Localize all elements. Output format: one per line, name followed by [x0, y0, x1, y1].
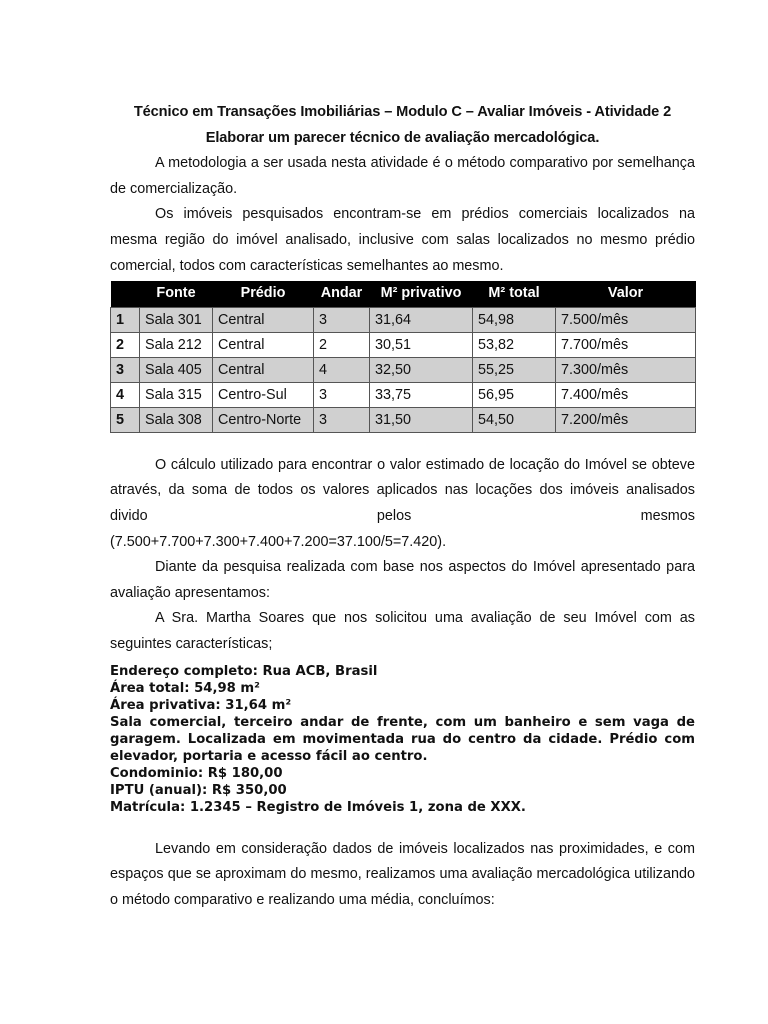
table-cell-m2-total: 53,82: [473, 332, 556, 357]
table-cell-m2-privativo: 31,64: [370, 307, 473, 332]
table-header-row: [111, 281, 696, 307]
table-row: [111, 357, 696, 382]
table-cell-m2-privativo: 31,50: [370, 407, 473, 432]
table-cell-andar: 3: [314, 407, 370, 432]
table-cell-m2-total: 55,25: [473, 357, 556, 382]
table-cell-valor: 7.400/mês: [556, 382, 696, 407]
table-cell-fonte: Sala 315: [140, 382, 213, 407]
table-cell-predio: Central: [213, 307, 314, 332]
table-cell-fonte: Sala 301: [140, 307, 213, 332]
table-header-m2-total: M² total: [473, 281, 556, 307]
property-details: [110, 663, 695, 816]
detail-iptu: IPTU (anual): R$ 350,00: [110, 782, 287, 798]
table-header-m2-privativo: M² privativo: [370, 281, 473, 307]
table-cell-predio: Central: [213, 332, 314, 357]
paragraph-research: Os imóveis pesquisados encontram-se em prédios comerciais localizados na mesma região do imóvel analisado, inclusive com salas localizados no mesmo prédio comercial, todos com características semelhantes ao mesmo.: [110, 206, 695, 274]
table-cell-fonte: Sala 405: [140, 357, 213, 382]
table-cell-predio: Centro-Sul: [213, 382, 314, 407]
table-cell-andar: 2: [314, 332, 370, 357]
table-cell-index: 5: [111, 407, 140, 432]
spacer: [110, 433, 695, 453]
paragraph-calculation: O cálculo utilizado para encontrar o valor estimado de locação do Imóvel se obteve através, da soma de todos os valores aplicados nas locações dos imóveis analisados divido pelos mesmos: [110, 456, 695, 524]
paragraph-methodology: A metodologia a ser usada nesta atividade é o método comparativo por semelhança de comercialização.: [110, 155, 695, 197]
detail-condo: Condominio: R$ 180,00: [110, 765, 283, 781]
document-subtitle: Elaborar um parecer técnico de avaliação mercadológica.: [205, 129, 600, 146]
table-cell-predio: Centro-Norte: [213, 407, 314, 432]
table-header-andar: Andar: [314, 281, 370, 307]
table-cell-m2-total: 54,50: [473, 407, 556, 432]
table-cell-valor: 7.500/mês: [556, 307, 696, 332]
spacer: [110, 816, 695, 837]
document-title: Técnico em Transações Imobiliárias – Modulo C – Avaliar Imóveis - Atividade 2: [133, 104, 672, 120]
paragraph-client-request: A Sra. Martha Soares que nos solicitou uma avaliação de seu Imóvel com as seguintes características;: [110, 610, 695, 652]
comparison-table: [110, 281, 696, 433]
table-header-valor: Valor: [556, 281, 696, 307]
detail-registry: Matrícula: 1.2345 – Registro de Imóveis 1, zona de XXX.: [110, 799, 526, 815]
table-header-fonte: Fonte: [140, 281, 213, 307]
table-cell-fonte: Sala 308: [140, 407, 213, 432]
detail-area-total: Área total: 54,98 m²: [110, 680, 260, 696]
table-cell-m2-total: 54,98: [473, 307, 556, 332]
document-page: [110, 100, 695, 913]
paragraph-calculation-formula: (7.500+7.700+7.300+7.400+7.200=37.100/5=7.420).: [110, 533, 447, 550]
table-row: [111, 332, 696, 357]
table-cell-m2-privativo: 32,50: [370, 357, 473, 382]
table-cell-index: 4: [111, 382, 140, 407]
table-row: [111, 407, 696, 432]
detail-description: Sala comercial, terceiro andar de frente, com um banheiro e sem vaga de garagem. Localizada em movimentada rua do centro da cidade. Prédio com elevador, portaria e acesso fácil ao centro.: [110, 714, 695, 764]
table-row: [111, 382, 696, 407]
paragraph-conclusion: Levando em consideração dados de imóveis localizados nas proximidades, e com espaços que se aproximam do mesmo, realizamos uma avaliação mercadológica utilizando o método comparativo e realizando uma média, concluímos:: [110, 840, 695, 908]
table-cell-predio: Central: [213, 357, 314, 382]
table-cell-andar: 4: [314, 357, 370, 382]
table-cell-m2-total: 56,95: [473, 382, 556, 407]
table-cell-m2-privativo: 30,51: [370, 332, 473, 357]
table-cell-valor: 7.200/mês: [556, 407, 696, 432]
table-cell-index: 1: [111, 307, 140, 332]
table-header-predio: Prédio: [213, 281, 314, 307]
paragraph-research-basis: Diante da pesquisa realizada com base nos aspectos do Imóvel apresentado para avaliação apresentamos:: [110, 559, 695, 601]
table-cell-andar: 3: [314, 382, 370, 407]
detail-address: Endereço completo: Rua ACB, Brasil: [110, 663, 378, 679]
table-cell-andar: 3: [314, 307, 370, 332]
table-cell-index: 3: [111, 357, 140, 382]
table-cell-valor: 7.700/mês: [556, 332, 696, 357]
table-header-index: [111, 281, 140, 307]
table-cell-m2-privativo: 33,75: [370, 382, 473, 407]
table-cell-valor: 7.300/mês: [556, 357, 696, 382]
table-row: [111, 307, 696, 332]
table-cell-index: 2: [111, 332, 140, 357]
detail-area-private: Área privativa: 31,64 m²: [110, 697, 292, 713]
table-cell-fonte: Sala 212: [140, 332, 213, 357]
